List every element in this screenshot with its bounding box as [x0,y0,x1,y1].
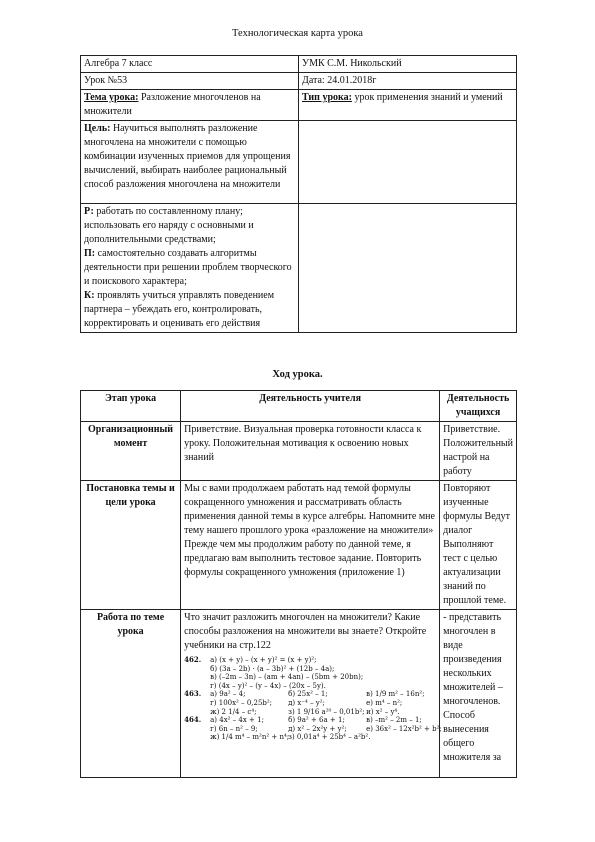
topic-cell [81,90,299,121]
date-cell: Дата: 24.01.2018г [299,73,517,90]
exercise-number [184,673,202,682]
teacher-cell: Мы с вами продолжаем работать над темой формулы сокращенного умножения и рассматривать область применения данной темы в курсе алгебры. Напомните мне тему нашего прошлого урока «разложение на множители» Прежде чем мы продолжим работу по данной теме, я предлагаю вам выполнить тестовое задание. Повторить формулы сокращенного умножения (приложение 1) [181,481,440,610]
exercise-item: и) x² – y⁴. [366,707,400,716]
students-cell: Приветствие. Положительный настрой на работу [440,422,517,481]
uud-p-label: П: [84,248,96,259]
table-row [81,90,517,121]
empty-cell [299,204,517,333]
lesson-number-cell: Урок №53 [81,73,299,90]
umk-cell: УМК С.М. Никольский [299,56,517,73]
exercise-line [184,682,436,691]
table-row [81,610,517,778]
type-text: урок применения знаний и умений [351,92,503,103]
exercise-line [184,733,436,742]
exercise-item: г) 100x² – 0,25b²; [210,698,273,707]
page-title: Технологическая карта урока [232,28,363,39]
lesson-course-table [80,390,517,778]
goal-cell [81,121,299,204]
exercise-item: з) 1 9/16 a²⁰ – 0,01b²; [288,707,365,716]
exercise-item: а) 9a² – 4; [210,690,246,699]
course-title: Ход урока. [272,369,323,380]
exercise-line [184,699,436,708]
header-stage: Этап урока [81,391,181,422]
exercise-number: 463. [184,689,202,699]
goal-text: Научиться выполнять разложение многочлена на множители с помощью комбинации изученных приемов для упрощения вычислений, выбирать наиболее рациональный способ разложения многочлена на множители [84,123,291,190]
uud-p-text: самостоятельно создавать алгоритмы деятельности при решении проблем творческого и поискового характера; [84,248,292,287]
exercise-line [184,690,436,699]
subject-cell: Алгебра 7 класс [81,56,299,73]
exercise-item: б) (3a – 2b) · (a – 3b)² + (12b – 4a); [210,664,335,673]
header-students: Деятельность учащихся [440,391,517,422]
table-row [81,422,517,481]
exercise-item: в) –m² – 2m – 1; [366,716,422,725]
exercise-line [184,665,436,674]
type-label: Тип урока: [302,92,352,103]
exercise-line [184,673,436,682]
empty-cell [299,121,517,204]
exercise-item: б) 9a² + 6a + 1; [288,716,345,725]
exercise-item: в) 1/9 m² – 16n²; [366,690,425,699]
exercise-number [184,699,202,708]
table-header-row [81,391,517,422]
exercise-item: ж) 2 1/4 – c⁴; [210,707,257,716]
uud-k-text: проявлять учиться управлять поведением партнера – убеждать его, контролировать, корректировать и оценивать его действия [84,290,275,329]
teacher-cell [181,610,440,778]
exercise-item: ж) 1/4 m⁴ – m²n² + n⁴; [210,733,290,742]
exercise-item: д) x² – 2x²y + y²; [288,724,347,733]
exercise-item: г) 6n – n² – 9; [210,724,258,733]
exercise-line [184,716,436,725]
header-teacher: Деятельность учителя [181,391,440,422]
exercise-item: б) 25x² – 1; [288,690,328,699]
uud-r-text: работать по составленному плану; использовать его наряду с основными и дополнительными средствами; [84,206,254,245]
exercise-item: г) (4x – y)² – (y – 4x) – (20x – 5y). [210,681,326,690]
exercise-item: а) (x + y) – (x + y)² = (x + y)²; [210,656,317,664]
table-row [81,204,517,333]
table-row [81,56,517,73]
exercise-item: е) m⁴ – n²; [366,698,403,707]
teacher-text: Что значит разложить многочлен на множители? Какие способы разложения на множители вы знаете? Откройте учебники на стр.122 [184,612,427,651]
lesson-info-table [80,55,517,333]
table-row [81,73,517,90]
teacher-cell: Приветствие. Визуальная проверка готовности класса к уроку. Положительная мотивация к освоению новых знаний [181,422,440,481]
stage-cell: Работа по теме урока [81,610,181,778]
exercise-number: 462. [184,655,202,664]
exercise-number [184,665,202,674]
textbook-exercises [184,655,442,742]
exercise-line [184,656,436,665]
exercise-line [184,708,436,717]
exercise-line [184,724,442,734]
students-cell: - представить многочлен в виде произведения нескольких множителей – многочленов. Способ вынесения общего множителя за [440,610,517,778]
exercise-item: е) 36x² – 12x²b² + b²; [366,724,442,733]
goal-label: Цель: [84,123,111,134]
lesson-type-cell [299,90,517,121]
exercise-number [184,733,202,742]
uud-k-label: К: [84,290,95,301]
stage-cell: Организационный момент [81,422,181,481]
table-row [81,481,517,610]
table-row [81,121,517,204]
topic-label: Тема урока: [84,92,139,103]
exercise-item: з) 0,01a⁴ + 25b⁴ – a²b². [288,733,371,742]
exercise-number: 464. [184,715,202,725]
topic-text: Разложение многочленов на множители [84,92,261,117]
uud-cell [81,204,299,333]
uud-r-label: Р: [84,206,94,217]
exercise-item: а) 4x² – 4x + 1; [210,716,264,725]
stage-cell: Постановка темы и цели урока [81,481,181,610]
exercise-item: в) (–2m – 3n) – (am + 4an) – (5bm + 20bn); [210,673,364,682]
exercise-number [184,725,202,734]
exercise-item: д) x⁻⁴ – y²; [288,698,325,707]
students-cell: Повторяют изученные формулы Ведут диалог Выполняют тест с целью актуализации знаний по прошлой теме. [440,481,517,610]
